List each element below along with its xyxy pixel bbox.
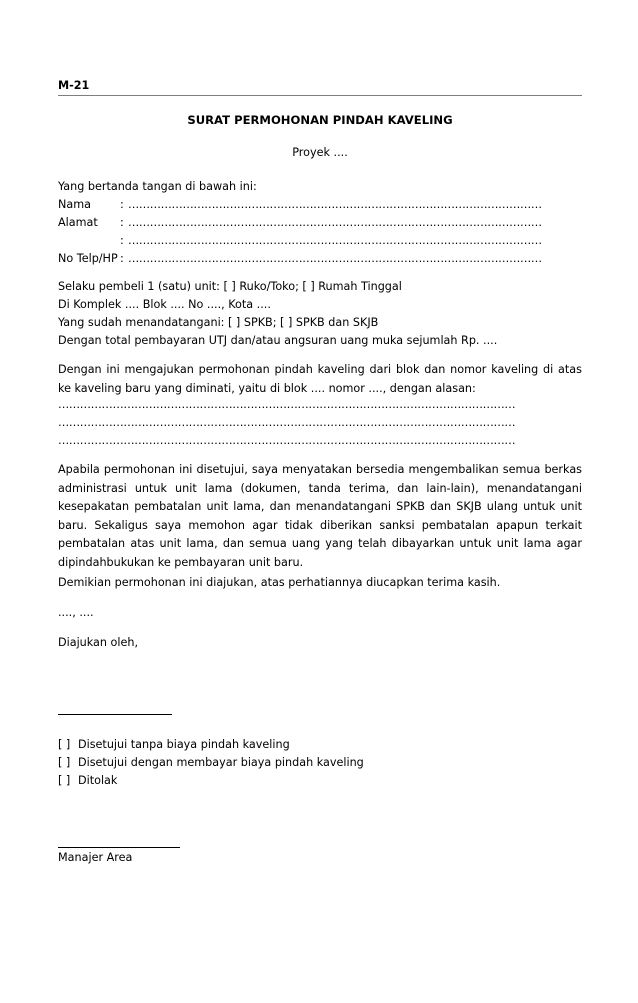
intro-text: Yang bertanda tangan di bawah ini: (58, 180, 257, 193)
submitted-by: Diajukan oleh, (58, 636, 139, 649)
field-value: …………………………………………………………………………………………………… (128, 234, 542, 247)
field-colon: : (120, 198, 124, 211)
unit-type-line: Selaku pembeli 1 (satu) unit: [ ] Ruko/Toko; [ ] Rumah Tinggal (58, 280, 402, 293)
checkbox-bracket: [ ] (58, 756, 71, 769)
reason-line: ……………………………………………………………………………………………………………… (58, 416, 516, 429)
document-page (58, 0, 582, 1003)
field-label: Alamat (58, 216, 98, 229)
field-colon: : (120, 252, 124, 265)
request-paragraph: Dengan ini mengajukan permohonan pindah kaveling dari blok dan nomor kaveling di atas ke kaveling baru yang diminati, yaitu di blok .... nomor ...., dengan alasan: (58, 363, 582, 395)
closing-text: Demikian permohonan ini diajukan, atas perhatiannya diucapkan terima kasih. (58, 576, 501, 589)
option-approved-free (58, 738, 290, 751)
payment-line: Dengan total pembayaran UTJ dan/atau angsuran uang muka sejumlah Rp. .... (58, 334, 498, 347)
field-label: No Telp/HP (58, 252, 118, 265)
signed-docs-line: Yang sudah menandatangani: [ ] SPKB; [ ] SPKB dan SKJB (58, 316, 379, 329)
checkbox-bracket: [ ] (58, 738, 71, 751)
field-value: …………………………………………………………………………………………………… (128, 252, 542, 265)
document-title: SURAT PERMOHONAN PINDAH KAVELING (187, 113, 453, 127)
project-name: Proyek .... (292, 146, 348, 159)
option-approved-paid (58, 756, 364, 769)
field-colon: : (120, 216, 124, 229)
applicant-signature-line (58, 714, 172, 715)
place-date: ...., .... (58, 606, 94, 619)
approval-paragraph: Apabila permohonan ini disetujui, saya menyatakan bersedia mengembalikan semua berkas administrasi untuk unit lama (dokumen, tanda terima, dan lain-lain), menandatangani kesepakatan pembatalan unit lama, dan menandatangani SPKB dan SKJB ulang untuk unit baru. Sekaligus saya memohon agar tidak diberikan sanksi pembatalan apapun terkait pembatalan atas unit lama, dan semua uang yang telah dibayarkan untuk unit lama agar dipindahbukukan ke pembayaran unit baru. (58, 463, 582, 569)
option-rejected (58, 774, 117, 787)
field-value: …………………………………………………………………………………………………… (128, 198, 542, 211)
option-label: Disetujui tanpa biaya pindah kaveling (78, 738, 290, 751)
location-line: Di Komplek .... Blok .... No ...., Kota .... (58, 298, 271, 311)
approver-title: Manajer Area (58, 851, 133, 864)
option-label: Disetujui dengan membayar biaya pindah kaveling (78, 756, 364, 769)
field-colon: : (120, 234, 124, 247)
form-code: M-21 (58, 79, 90, 92)
field-value: …………………………………………………………………………………………………… (128, 216, 542, 229)
field-label: Nama (58, 198, 91, 211)
reason-line: ……………………………………………………………………………………………………………… (58, 434, 516, 447)
header-divider (58, 95, 582, 96)
checkbox-bracket: [ ] (58, 774, 71, 787)
manager-signature-line (58, 847, 180, 848)
option-label: Ditolak (78, 774, 118, 787)
reason-line: ……………………………………………………………………………………………………………… (58, 398, 516, 411)
